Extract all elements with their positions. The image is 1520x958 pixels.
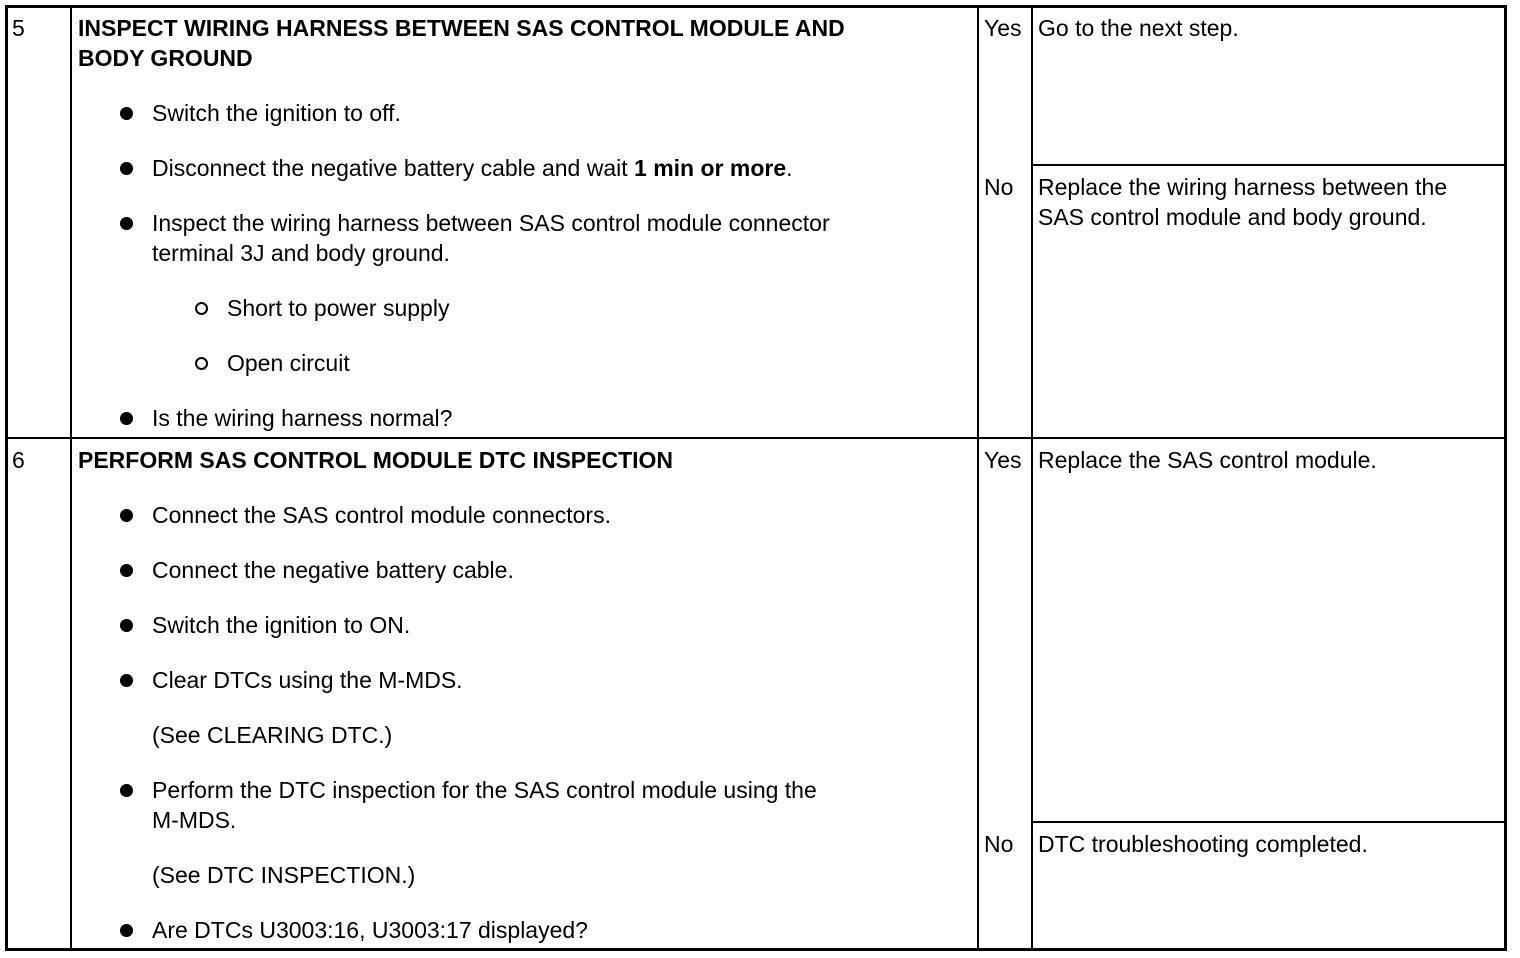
bullet-icon bbox=[120, 784, 133, 797]
sub-bullet-icon bbox=[195, 357, 208, 370]
step-instruction-line1: Perform the DTC inspection for the SAS control module using the bbox=[152, 777, 817, 803]
step-instruction-line2: terminal 3J and body ground. bbox=[152, 240, 450, 266]
bullet-icon bbox=[120, 509, 133, 522]
bullet-icon bbox=[120, 107, 133, 120]
step-number: 5 bbox=[12, 15, 25, 41]
step-instruction-line1: Inspect the wiring harness between SAS control module connector bbox=[152, 210, 830, 236]
bullet-icon bbox=[120, 619, 133, 632]
no-label: No bbox=[984, 174, 1014, 200]
step-instruction: Clear DTCs using the M-MDS. bbox=[152, 667, 463, 693]
bullet-icon bbox=[120, 674, 133, 687]
step-title-line1: INSPECT WIRING HARNESS BETWEEN SAS CONTROL MODULE AND bbox=[78, 15, 845, 41]
sub-instruction: Short to power supply bbox=[227, 295, 450, 321]
step-instruction: Switch the ignition to ON. bbox=[152, 612, 411, 638]
step-question: Are DTCs U3003:16, U3003:17 displayed? bbox=[152, 917, 588, 943]
no-action-line2: SAS control module and body ground. bbox=[1038, 204, 1427, 230]
yes-label: Yes bbox=[984, 447, 1022, 473]
step-instruction: Connect the SAS control module connectors. bbox=[152, 502, 611, 528]
step-question: Is the wiring harness normal? bbox=[152, 405, 453, 431]
yes-action: Go to the next step. bbox=[1038, 15, 1239, 41]
step-title-line1: PERFORM SAS CONTROL MODULE DTC INSPECTION bbox=[78, 447, 674, 473]
wait-time-emphasis: 1 min or more bbox=[634, 155, 787, 181]
bullet-icon bbox=[120, 217, 133, 230]
no-label: No bbox=[984, 831, 1014, 857]
step-title-line2: BODY GROUND bbox=[78, 45, 253, 71]
column-divider-action bbox=[1031, 6, 1033, 950]
step-instruction: Switch the ignition to off. bbox=[152, 100, 401, 126]
step-instruction-line2: M-MDS. bbox=[152, 807, 237, 833]
column-divider-result bbox=[977, 6, 979, 950]
bullet-icon bbox=[120, 924, 133, 937]
reference-note: (See DTC INSPECTION.) bbox=[152, 862, 416, 888]
row-divider-step5-yes-no bbox=[1032, 164, 1506, 166]
row-divider-step bbox=[6, 437, 1506, 439]
yes-action: Replace the SAS control module. bbox=[1038, 447, 1377, 473]
column-divider-number bbox=[70, 6, 72, 950]
step-instruction bbox=[152, 153, 793, 183]
step-number: 6 bbox=[12, 447, 25, 473]
bullet-icon bbox=[120, 412, 133, 425]
sub-bullet-icon bbox=[195, 302, 208, 315]
yes-label: Yes bbox=[984, 15, 1022, 41]
reference-note: (See CLEARING DTC.) bbox=[152, 722, 393, 748]
sub-instruction: Open circuit bbox=[227, 350, 350, 376]
bullet-icon bbox=[120, 162, 133, 175]
no-action-line1: Replace the wiring harness between the bbox=[1038, 174, 1448, 200]
no-action: DTC troubleshooting completed. bbox=[1038, 831, 1368, 857]
instruction-text: Disconnect the negative battery cable and wait bbox=[152, 155, 635, 181]
step-instruction: Connect the negative battery cable. bbox=[152, 557, 514, 583]
bullet-icon bbox=[120, 564, 133, 577]
instruction-punctuation: . bbox=[786, 155, 793, 181]
row-divider-step6-yes-no bbox=[1032, 821, 1506, 823]
